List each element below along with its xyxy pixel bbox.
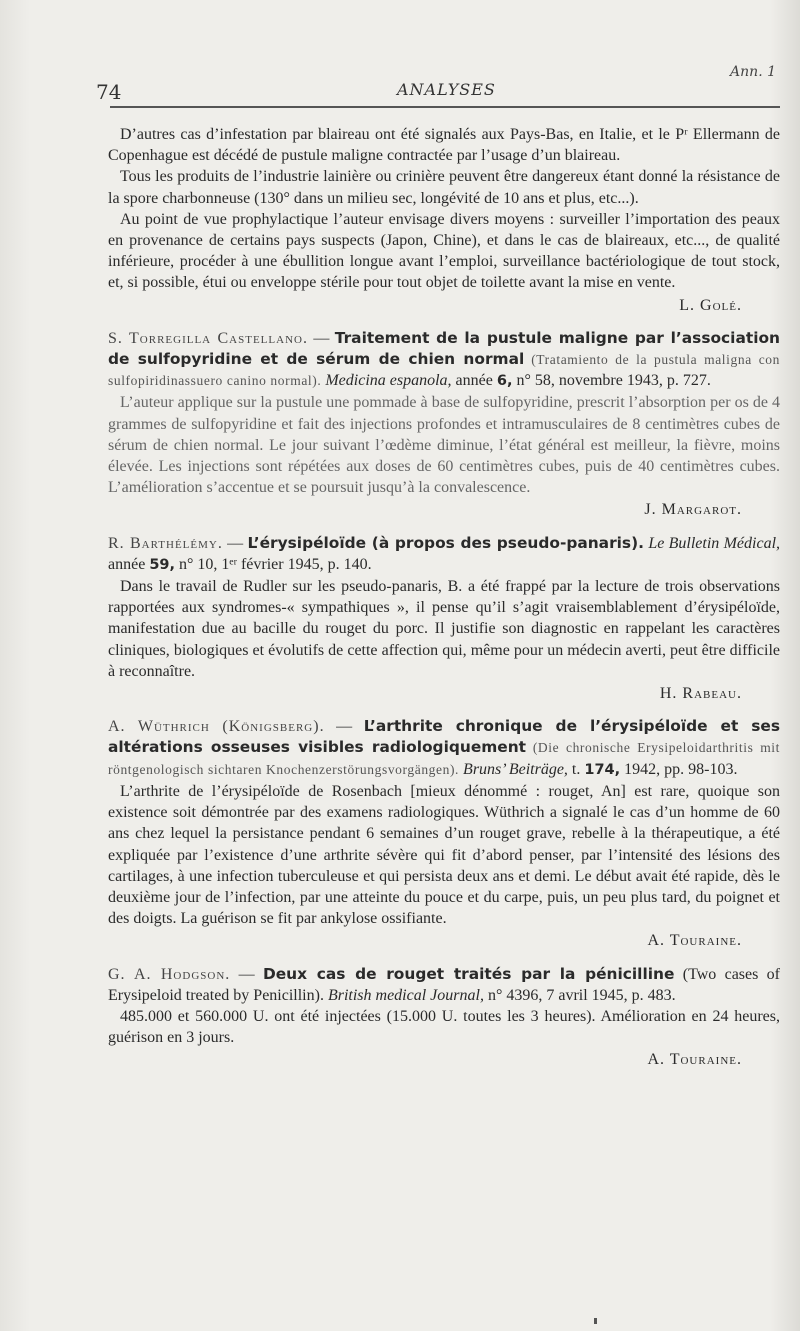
entry-volume: 6, (496, 373, 513, 390)
entry-body: L’auteur applique sur la pustule une pommade à base de sulfopyridine, prescrit l’absorption per os de 4 grammes de sulfopyridine et fait des injections profondes et intramusculaires de 8 centimètres cubes de sérum de chien normal. Le jour suivant l’œdème diminue, l’état général est meilleur, la fièvre, moins élevée. Les injections sont répétées aux doses de 60 centimètres cubes, puis de 40 centimètres cubes. L’amélioration s’accentue et se poursuit jusqu’à la convalescence. (108, 394, 780, 497)
page-number: 74 (96, 80, 122, 104)
entry-journal: Bruns’ Beiträge, (463, 760, 568, 778)
entry-signature: A. Touraine. (647, 1051, 742, 1069)
intro-paragraph-2: Tous les produits de l’industrie lainière ou crinière peuvent être dangereux étant donné la résistance de la spore charbonneuse (130° dans un milieu sec, longévité de 10 ans et plus, etc...). (108, 168, 780, 207)
entry-reference: n° 4396, 7 avril 1945, p. 483. (487, 986, 676, 1004)
entry-heading: R. Barthélémy. — L’érysipéloïde (à propos des pseudo-panaris). Le Bulletin Médical, année 59, n° 10, 1ᵉʳ février 1945, p. 140. (108, 533, 781, 573)
entry-author: G. A. Hodgson. (108, 965, 231, 983)
entry-journal: Le Bulletin Médical, (648, 534, 781, 552)
abstract-entry (108, 533, 780, 705)
entry-author: A. Wüthrich (Königsberg). (108, 718, 325, 736)
intro-signature: L. Golé. (679, 296, 742, 314)
abstract-entry (108, 964, 780, 1071)
entry-body: L’arthrite de l’érysipéloïde de Rosenbach [mieux dénommé : rouget, An] est rare, quoique son existence soit démontrée par des examens radiologiques. Wüthrich a signalé le cas d’un homme de 60 ans chez lequel la persistance pendant 6 semaines d’un rouget grave, rebelle à la thérapeutique, a été expliquée par l’existence d’une arthrite sévère qui fit d’abord penser, par l’intensité des lésions des cartilages, à une infection tuberculeuse et qui persista deux ans et demi. Le début avait été rapide, dès le deuxième jour de l’infection, par une atteinte du pouce et du carpe, puis, un peu plus tard, du poignet et des doigts. La guérison se fit par ankylose ossifiante. (108, 782, 780, 928)
entry-signature: J. Margarot. (644, 501, 742, 519)
entry-heading: S. Torregilla Castellano. — Traitement de la pustule maligne par l’association de sulfopyridine et de sérum de chien normal (Tratamiento de la pustula maligna con sulfopiridinassuero canino normal). Medicina espanola, année 6, n° 58, novembre 1943, p. 727. (108, 328, 780, 390)
entry-reference: n° 58, novembre 1943, p. 727. (516, 372, 711, 390)
entry-body: Dans le travail de Rudler sur les pseudo-panaris, B. a été frappé par la lecture de trois observations rapportées aux syndromes-« sympathiques », il pense qu’il s’agit vraisemblablement d’érysipéloïde, manifestation due au bacille du rouget du porc. Il justifie son diagnostic en rappelant les caractères cliniques, biologiques et évolutifs de cette affection qui, même pour un médecin averti, peut être difficile à reconnaître. (108, 578, 780, 680)
entry-title: Deux cas de rouget traités par la pénicilline (262, 964, 675, 983)
abstract-entry (108, 716, 780, 951)
intro-paragraph-3: Au point de vue prophylactique l’auteur envisage divers moyens : surveiller l’importation des peaux en provenance de certains pays suspects (Japon, Chine), et dans le cas de blaireaux, etc..., de qualité inférieure, procéder à une ébullition longue avant l’emploi, surveillance bactériologique de tout stock, et, si possible, étui ou enveloppe stérile pour tout objet de toilette avant la mise en vente. (108, 210, 780, 292)
entry-title: L’arthrite chronique de l’érysipéloïde et ses altérations osseuses visibles radiologiquement (108, 717, 781, 757)
entry-journal: Medicina espanola, (325, 372, 452, 390)
page-header (92, 58, 780, 118)
entry-title: Traitement de la pustule maligne par l’association de sulfopyridine et de sérum de chien normal (108, 328, 780, 369)
entry-ref-label: année (108, 555, 146, 573)
page-body (108, 124, 780, 1071)
entry-ref-label: t. (571, 760, 581, 778)
entry-reference: 1942, pp. 98-103. (624, 760, 738, 778)
abstract-entry (108, 328, 780, 521)
entry-signature: H. Rabeau. (659, 685, 742, 703)
scan-artifact (594, 1318, 597, 1324)
entry-heading: A. Wüthrich (Königsberg). — L’arthrite chronique de l’érysipéloïde et ses altérations osseuses visibles radiologiquement (Die chronische Erysipeloidarthritis mit röntgenologisch sichtaren Knochenzerstörungsvorgängen). Bruns’ Beiträge, t. 174, 1942, pp. 98-103. (108, 717, 781, 778)
entry-heading: G. A. Hodgson. — Deux cas de rouget traités par la pénicilline (Two cases of Erysipeloid treated by Penicillin). British medical Journal, n° 4396, 7 avril 1945, p. 483. (108, 964, 781, 1004)
entry-body: 485.000 et 560.000 U. ont été injectées (15.000 U. toutes les 3 heures). Amélioration en 24 heures, guérison en 3 jours. (108, 1007, 780, 1047)
entry-author: R. Barthélémy. (108, 534, 223, 552)
entry-journal: British medical Journal, (327, 986, 484, 1004)
entry-reference: n° 10, 1ᵉʳ février 1945, p. 140. (179, 555, 372, 573)
entry-ref-label: année (455, 372, 493, 390)
header-rule (110, 106, 780, 108)
entry-title: L’érysipéloïde (à propos des pseudo-panaris). (247, 533, 644, 552)
intro-paragraph-1: D’autres cas d’infestation par blaireau ont été signalés aux Pays-Bas, en Italie, et le Pʳ Ellermann de Copenhague est décédé de pustule maligne contractée par l’usage d’un blaireau. (108, 126, 780, 165)
entry-original-title: (Die chronische Erysipeloidarthritis mit röntgenologisch sichtaren Knochenzerstörungsvorgängen). (108, 740, 780, 777)
entry-original-title: (Two cases of Erysipeloid treated by Penicillin). (108, 965, 781, 1004)
entry-volume: 59, (149, 556, 175, 573)
entry-signature: A. Touraine. (647, 932, 742, 950)
entry-original-title: (Tratamiento de la pustula maligna con sulfopiridinassuero canino normal). (108, 352, 780, 389)
entry-volume: 174, (584, 761, 621, 778)
running-title: ANALYSES (397, 80, 496, 99)
entry-author: S. Torregilla Castellano. (108, 329, 308, 347)
journal-annotation: Ann. 1 (730, 64, 776, 80)
